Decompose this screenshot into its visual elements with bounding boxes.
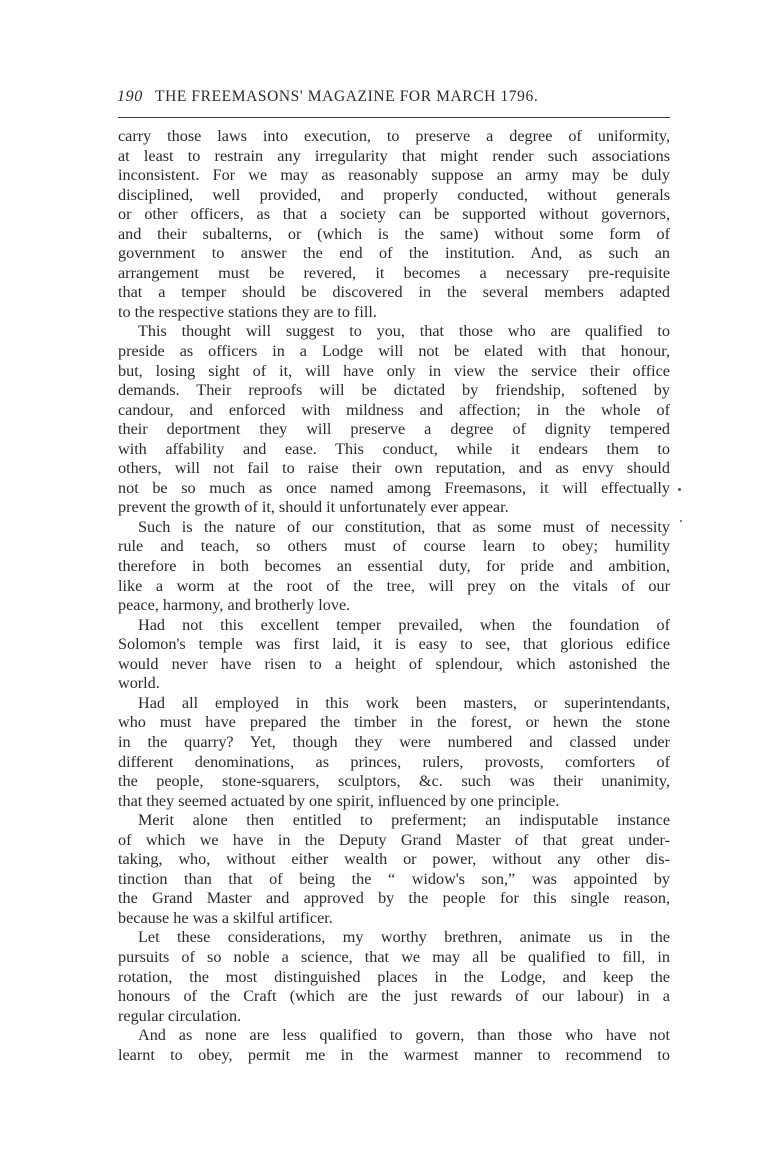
text-line: tinction than that of being the “ widow's son,” was appointed by	[118, 869, 670, 888]
text-line: like a worm at the root of the tree, will prey on the vitals of our	[118, 576, 670, 595]
text-line: Had all employed in this work been masters, or superintendants,	[138, 693, 670, 712]
text-line: regular circulation.	[118, 1006, 242, 1025]
paragraph	[118, 616, 670, 694]
text-line: prevent the growth of it, should it unfortunately ever appear.	[118, 498, 509, 517]
text-line: government to answer the end of the institution. And, as such an	[118, 244, 670, 263]
text-line: but, losing sight of it, will have only in view the service their office	[118, 361, 670, 380]
paragraph	[118, 518, 670, 616]
page-title: THE FREEMASONS' MAGAZINE FOR MARCH 1796.	[155, 88, 539, 105]
header-rule	[118, 117, 670, 118]
text-line: world.	[118, 674, 160, 693]
text-line: rotation, the most distinguished places in the Lodge, and keep the	[118, 967, 670, 986]
text-line: preside as officers in a Lodge will not be elated with that honour,	[118, 342, 670, 361]
text-line: carry those laws into execution, to preserve a degree of uniformity,	[118, 127, 670, 145]
text-line: disciplined, well provided, and properly conducted, without generals	[118, 185, 670, 204]
text-line: Such is the nature of our constitution, that as some must of necessity	[138, 517, 670, 536]
article-body	[118, 127, 670, 1065]
text-line: peace, harmony, and brotherly love.	[118, 596, 351, 615]
text-line: pursuits of so noble a science, that we may all be qualified to fill, in	[118, 947, 670, 966]
paragraph	[118, 127, 670, 322]
text-line: the people, stone-squarers, sculptors, &c. such was their unanimity,	[118, 772, 670, 791]
text-line: of which we have in the Deputy Grand Master of that great under-	[118, 830, 670, 849]
text-line: Merit alone then entitled to preferment; an indisputable instance	[138, 811, 670, 830]
paragraph	[118, 1026, 670, 1065]
text-line: that a temper should be discovered in the several members adapted	[118, 283, 670, 302]
text-line: to the respective stations they are to fill.	[118, 302, 377, 321]
text-line: learnt to obey, permit me in the warmest manner to recommend to	[118, 1045, 670, 1064]
scan-speck	[678, 488, 681, 491]
scan-speck	[680, 520, 682, 522]
text-line: their deportment they will preserve a degree of dignity tempered	[118, 420, 670, 439]
text-line: And as none are less qualified to govern, than those who have not	[138, 1026, 670, 1045]
text-line: demands. Their reproofs will be dictated by friendship, softened by	[118, 381, 670, 400]
text-line: others, will not fail to raise their own reputation, and as envy should	[118, 459, 670, 478]
text-line: that they seemed actuated by one spirit, influenced by one principle.	[118, 791, 560, 810]
text-line: at least to restrain any irregularity that might render such associations	[118, 146, 670, 165]
text-line: who must have prepared the timber in the forest, or hewn the stone	[118, 713, 670, 732]
text-line: Solomon's temple was first laid, it is easy to see, that glorious edifice	[118, 635, 670, 654]
text-line: therefore in both becomes an essential duty, for pride and ambition,	[118, 557, 670, 576]
paragraph	[118, 928, 670, 1026]
paragraph	[118, 811, 670, 928]
text-line: arrangement must be revered, it becomes a necessary pre-requisite	[118, 263, 670, 282]
paragraph	[118, 322, 670, 517]
page-number: 190	[117, 88, 143, 105]
running-head	[117, 88, 671, 110]
text-line: and their subalterns, or (which is the same) without some form of	[118, 224, 670, 243]
text-line: Had not this excellent temper prevailed, when the foundation of	[138, 615, 670, 634]
text-line: different denominations, as princes, rulers, provosts, comforters of	[118, 752, 670, 771]
text-line: because he was a skilful artificer.	[118, 908, 333, 927]
text-line: Let these considerations, my worthy brethren, animate us in the	[138, 928, 670, 947]
text-line: would never have risen to a height of splendour, which astonished the	[118, 654, 670, 673]
text-line: or other officers, as that a society can be supported without governors,	[118, 205, 670, 224]
text-line: the Grand Master and approved by the people for this single reason,	[118, 889, 670, 908]
text-line: candour, and enforced with mildness and affection; in the whole of	[118, 400, 670, 419]
text-line: in the quarry? Yet, though they were numbered and classed under	[118, 732, 670, 751]
text-line: taking, who, without either wealth or power, without any other dis-	[118, 850, 670, 869]
text-line: honours of the Craft (which are the just rewards of our labour) in a	[118, 987, 670, 1006]
text-line: This thought will suggest to you, that those who are qualified to	[138, 322, 670, 341]
text-line: rule and teach, so others must of course learn to obey; humility	[118, 537, 670, 556]
text-line: with affability and ease. This conduct, while it endears them to	[118, 439, 670, 458]
paragraph	[118, 694, 670, 811]
text-line: not be so much as once named among Freemasons, it will effectually	[118, 478, 670, 497]
text-line: inconsistent. For we may as reasonably suppose an army may be duly	[118, 166, 670, 185]
